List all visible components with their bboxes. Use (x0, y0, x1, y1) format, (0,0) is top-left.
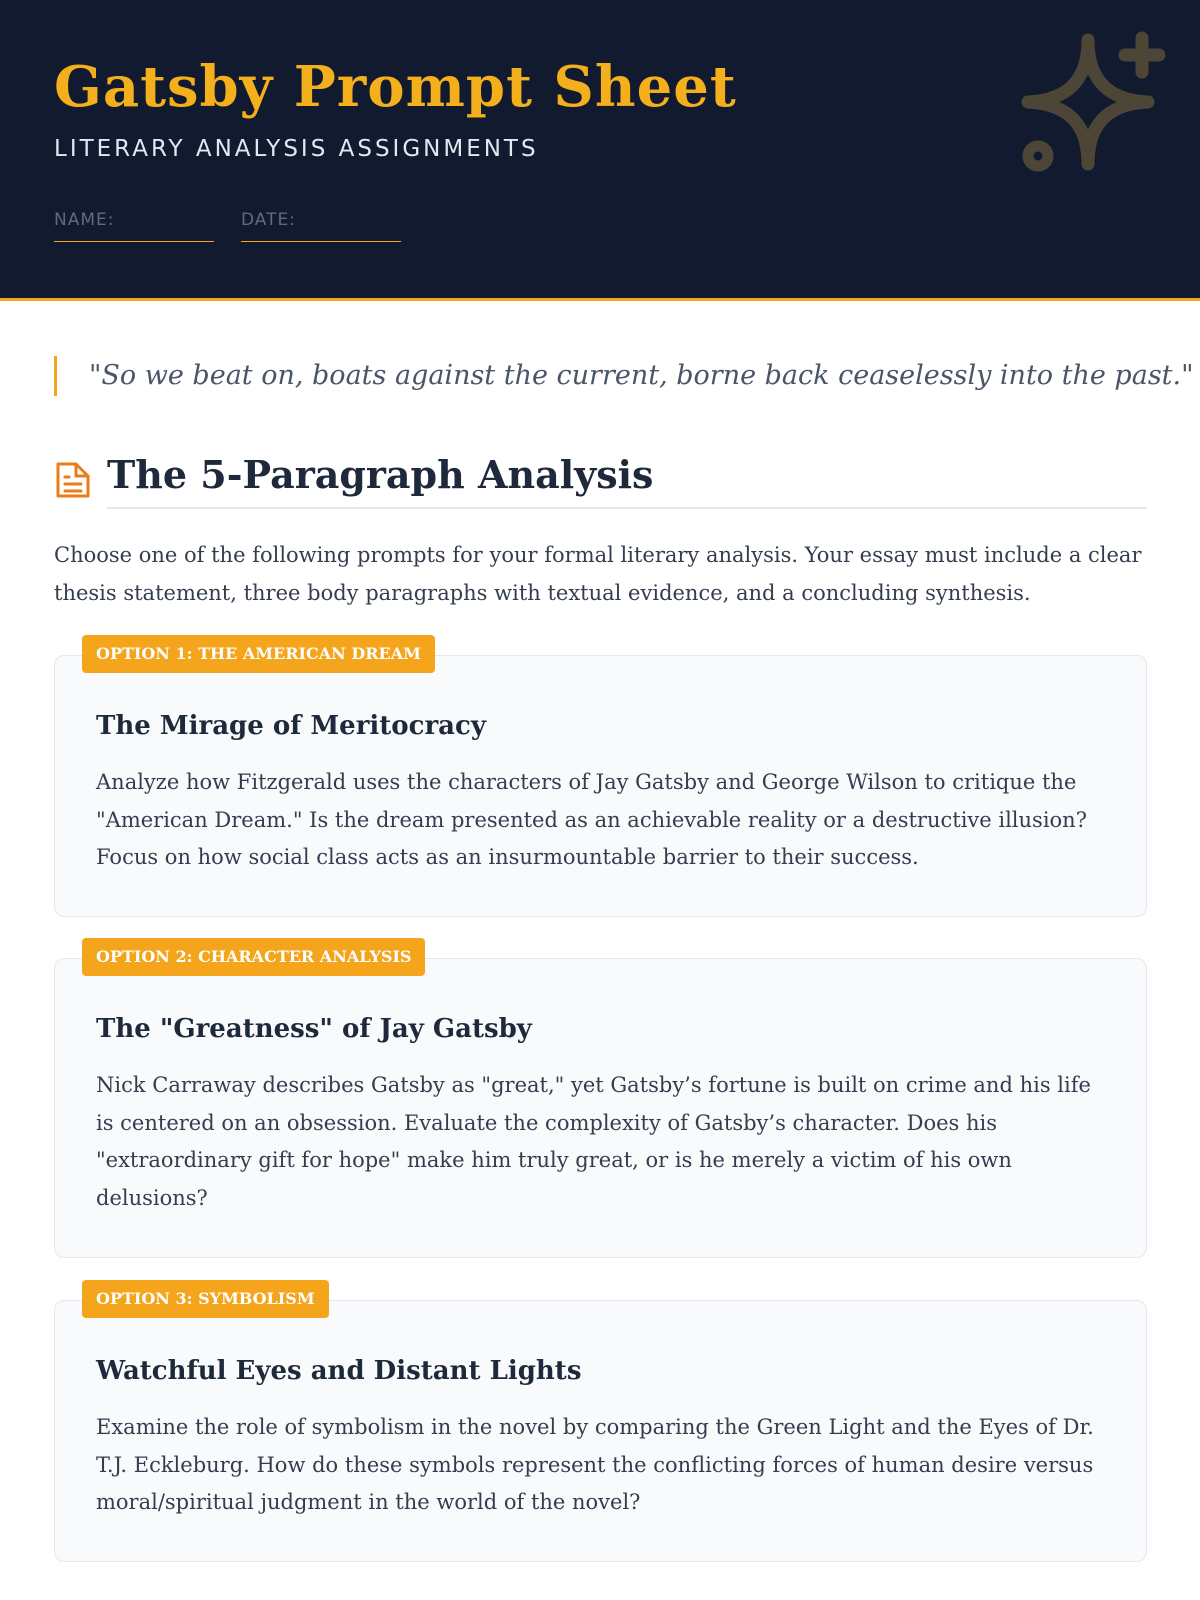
date-field[interactable] (241, 210, 401, 242)
option-badge: OPTION 2: CHARACTER ANALYSIS (82, 938, 425, 976)
prompt-body: Nick Carraway describes Gatsby as "great," yet Gatsby’s fortune is built on crime and his life is centered on an obsession. Evaluate the complexity of Gatsby’s character. Does his "extraordinary gift for hope" make him truly great, or is he merely a victim of his own delusions? (96, 1073, 1091, 1210)
prompt-title: Watchful Eyes and Distant Lights (96, 1356, 582, 1386)
page-title: Gatsby Prompt Sheet (54, 54, 737, 120)
name-label: NAME: (54, 210, 115, 230)
section-title: The 5-Paragraph Analysis (107, 452, 1147, 509)
prompt-card-option-1 (54, 655, 1147, 917)
sparkle-icon (1016, 30, 1178, 186)
document-icon (54, 460, 92, 500)
page-subtitle: LITERARY ANALYSIS ASSIGNMENTS (54, 136, 539, 162)
option-badge: OPTION 1: THE AMERICAN DREAM (82, 635, 435, 673)
epigraph-quote: "So we beat on, boats against the current, borne back ceaselessly into the past." (54, 356, 1154, 396)
date-label: DATE: (241, 210, 296, 230)
prompt-body: Analyze how Fitzgerald uses the characters of Jay Gatsby and George Wilson to critique the "American Dream." Is the dream presented as an achievable reality or a destructive illusion? Focus on how social class acts as an insurmountable barrier to their success. (96, 770, 1087, 869)
page-header (0, 0, 1200, 301)
section-intro: Choose one of the following prompts for your formal literary analysis. Your essay must include a clear thesis statement, three body paragraphs with textual evidence, and a concluding synthesis. (54, 543, 1142, 605)
prompt-card-option-2 (54, 958, 1147, 1258)
option-badge: OPTION 3: SYMBOLISM (82, 1280, 329, 1318)
prompt-title: The Mirage of Meritocracy (96, 711, 486, 741)
prompt-card-option-3 (54, 1300, 1147, 1562)
name-field[interactable] (54, 210, 214, 242)
prompt-body: Examine the role of symbolism in the novel by comparing the Green Light and the Eyes of Dr. T.J. Eckleburg. How do these symbols represent the conflicting forces of human desire versus moral/spiritual judgment in the world of the novel? (96, 1415, 1094, 1514)
prompt-title: The "Greatness" of Jay Gatsby (96, 1014, 532, 1044)
